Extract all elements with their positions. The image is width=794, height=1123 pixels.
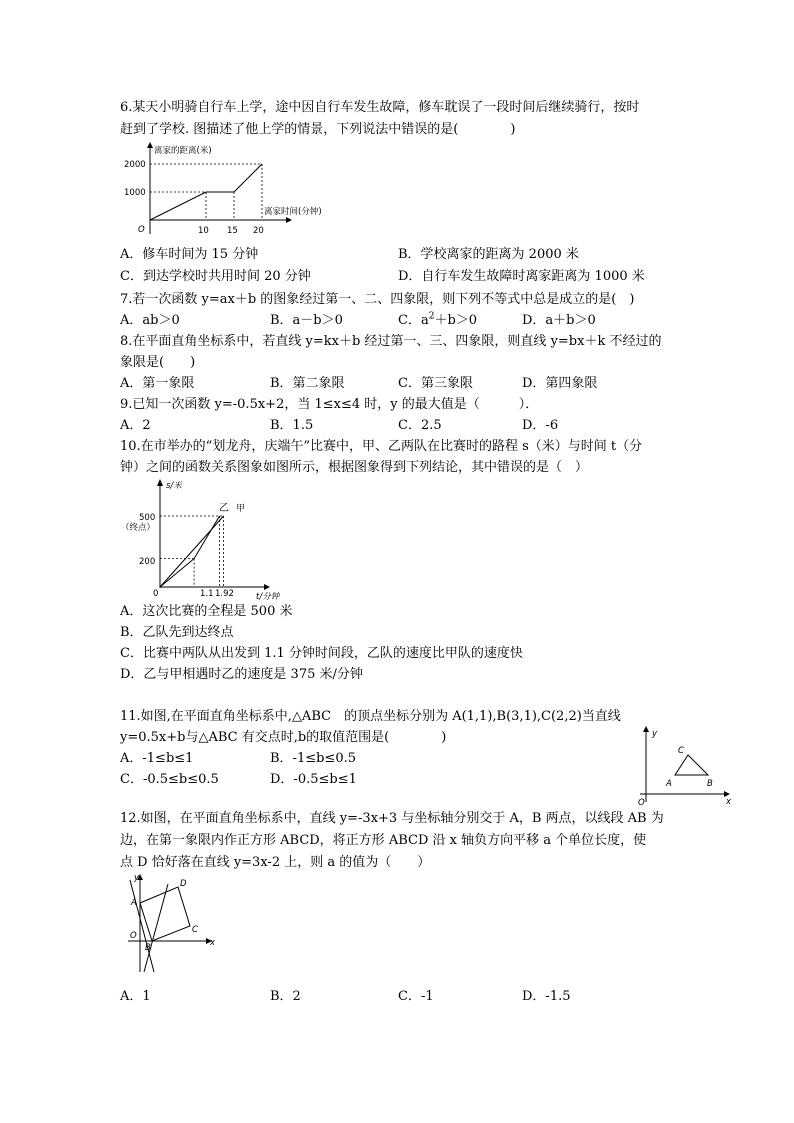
- q6-xtick-20: 20: [253, 226, 264, 236]
- q6-option-d[interactable]: D．自行车发生故障时离家距离为 1000 米: [398, 269, 645, 284]
- q11-label-y: y: [652, 729, 658, 739]
- q12-label-y: y: [134, 873, 140, 883]
- q6-y-arrow: [147, 142, 153, 148]
- q7-option-a[interactable]: A．ab＞0: [120, 313, 180, 328]
- q10-label-jia: 甲: [236, 504, 246, 514]
- q11-triangle-figure: [630, 724, 738, 808]
- q9-option-a[interactable]: A．2: [120, 418, 151, 433]
- q12-option-a[interactable]: A．1: [120, 989, 151, 1004]
- q11-option-a[interactable]: A．-1≤b≤1: [120, 751, 194, 766]
- q10-y-arrow: [157, 479, 163, 486]
- q7-option-b[interactable]: B．a－b＞0: [270, 313, 343, 328]
- q6-x-arrow: [286, 217, 292, 223]
- q7-line1: 7.若一次函数 y=ax＋b 的图象经过第一、二、四象限，则下列不等式中总是成立的是( ): [120, 292, 635, 307]
- q7-option-d[interactable]: D．a＋b＞0: [522, 313, 596, 328]
- q10-race-chart: [118, 476, 298, 600]
- q9-option-d[interactable]: D．-6: [522, 418, 559, 433]
- q10-line2: 钟）之间的函数关系图象如图所示，根据图象得到下列结论，其中错误的是（ ）: [120, 460, 589, 475]
- q11-line1: 11.如图,在平面直角坐标系中,△ABC 的顶点坐标分别为 A(1,1),B(3,1),C(2,2)当直线: [120, 709, 621, 724]
- q7-option-c-rest: ＋b＞0: [434, 313, 478, 328]
- q9-line1: 9.已知一次函数 y=-0.5x+2，当 1≤x≤4 时，y 的最大值是（ ）．: [120, 397, 539, 412]
- q6-ylabel: 离家的距离(米): [154, 146, 212, 156]
- q7-option-c-exp: 2: [428, 311, 435, 322]
- q7-option-c[interactable]: [398, 310, 477, 332]
- q6-xtick-15: 15: [227, 226, 238, 236]
- q11-triangle: [675, 755, 708, 775]
- q12-line-neg3x: [130, 880, 154, 972]
- q10-option-b[interactable]: B．乙队先到达终点: [120, 625, 234, 640]
- q10-label-yi: 乙: [219, 503, 229, 514]
- q12-line2: 边，在第一象限内作正方形 ABCD，将正方形 ABCD 沿 x 轴负方向平移 a 个单位长度，使: [120, 833, 647, 848]
- q11-option-c[interactable]: C．-0.5≤b≤0.5: [120, 772, 219, 787]
- q10-ytick-500: 500: [139, 513, 156, 523]
- q10-xtick-1.1: 1.1: [200, 589, 214, 599]
- q11-option-d[interactable]: D．-0.5≤b≤1: [270, 772, 357, 787]
- q6-ytick-1000: 1000: [124, 188, 146, 198]
- q10-option-d[interactable]: D．乙与甲相遇时乙的速度是 375 米/分钟: [120, 667, 363, 682]
- q12-label-a: A: [131, 898, 137, 908]
- q10-ylabel: s/米: [166, 481, 182, 491]
- q12-option-c[interactable]: C．-1: [398, 989, 434, 1004]
- q6-ytick-2000: 2000: [124, 160, 146, 170]
- q7-option-c-base: C．a: [398, 313, 429, 328]
- q12-line3: 点 D 恰好落在直线 y=3x-2 上，则 a 的值为（ ）: [120, 855, 431, 870]
- q6-option-c[interactable]: C．到达学校时共用时间 20 分钟: [120, 269, 311, 284]
- q8-option-a[interactable]: A．第一象限: [120, 376, 195, 391]
- q6-xtick-10: 10: [198, 226, 209, 236]
- q12-label-x: x: [210, 938, 216, 948]
- q8-option-d[interactable]: D．第四象限: [522, 376, 598, 391]
- q12-label-c: C: [192, 925, 198, 935]
- q12-option-b[interactable]: B．2: [270, 989, 301, 1004]
- q6-origin: O: [138, 225, 145, 235]
- q12-label-d: D: [180, 879, 187, 889]
- q11-label-b: B: [707, 779, 713, 789]
- q10-series-jia: [160, 516, 224, 587]
- q10-option-a[interactable]: A．这次比赛的全程是 500 米: [120, 604, 293, 619]
- q11-option-b[interactable]: B．-1≤b≤0.5: [270, 751, 356, 766]
- q12-label-b: B: [145, 943, 151, 953]
- q10-xtick-1.92: 1.92: [215, 589, 234, 599]
- q6-line2: 赶到了学校. 图描述了他上学的情景，下列说法中错误的是( ): [120, 122, 516, 137]
- q6-option-a[interactable]: A．修车时间为 15 分钟: [120, 247, 259, 262]
- q12-label-o: O: [130, 931, 137, 941]
- q6-line1: 6.某天小明骑自行车上学，途中因自行车发生故障，修车耽误了一段时间后继续骑行，按时: [120, 100, 640, 115]
- q8-option-b[interactable]: B．第二象限: [270, 376, 345, 391]
- q11-label-x: x: [726, 797, 732, 807]
- q10-xlabel: t/分钟: [256, 592, 280, 600]
- q9-option-b[interactable]: B．1.5: [270, 418, 314, 433]
- q11-label-a: A: [666, 779, 672, 789]
- q8-line1: 8.在平面直角坐标系中，若直线 y=kx＋b 经过第一、三、四象限，则直线 y=bx＋k 不经过的: [120, 334, 662, 349]
- q11-line2: y=0.5x+b与△ABC 有交点时,b的取值范围是( ): [120, 730, 447, 745]
- q6-xlabel: 离家时间(分钟): [264, 207, 322, 217]
- q6-option-b[interactable]: B．学校离家的距离为 2000 米: [398, 247, 579, 262]
- q12-square-figure: [118, 872, 218, 976]
- q9-option-c[interactable]: C．2.5: [398, 418, 442, 433]
- q6-distance-chart: [120, 142, 350, 242]
- q10-end-label: （终点）: [121, 523, 156, 533]
- q10-option-c[interactable]: C．比赛中两队从出发到 1.1 分钟时间段，乙队的速度比甲队的速度快: [120, 646, 523, 661]
- q10-x-arrow: [264, 584, 270, 590]
- q8-option-c[interactable]: C．第三象限: [398, 376, 473, 391]
- q8-line2: 象限是( ): [120, 355, 196, 370]
- q11-label-o: O: [638, 798, 645, 808]
- q11-label-c: C: [678, 746, 684, 756]
- q12-option-d[interactable]: D．-1.5: [522, 989, 571, 1004]
- q10-ytick-200: 200: [139, 557, 156, 567]
- q10-origin: 0: [153, 589, 159, 599]
- q11-y-arrow: [643, 726, 649, 732]
- q12-line1: 12.如图，在平面直角坐标系中，直线 y=-3x+3 与坐标轴分别交于 A，B 两点，以线段 AB 为: [120, 811, 664, 826]
- q10-line1: 10.在市举办的“划龙舟，庆端午”比赛中，甲、乙两队在比赛时的路程 s（米）与时间 t（分: [120, 439, 643, 454]
